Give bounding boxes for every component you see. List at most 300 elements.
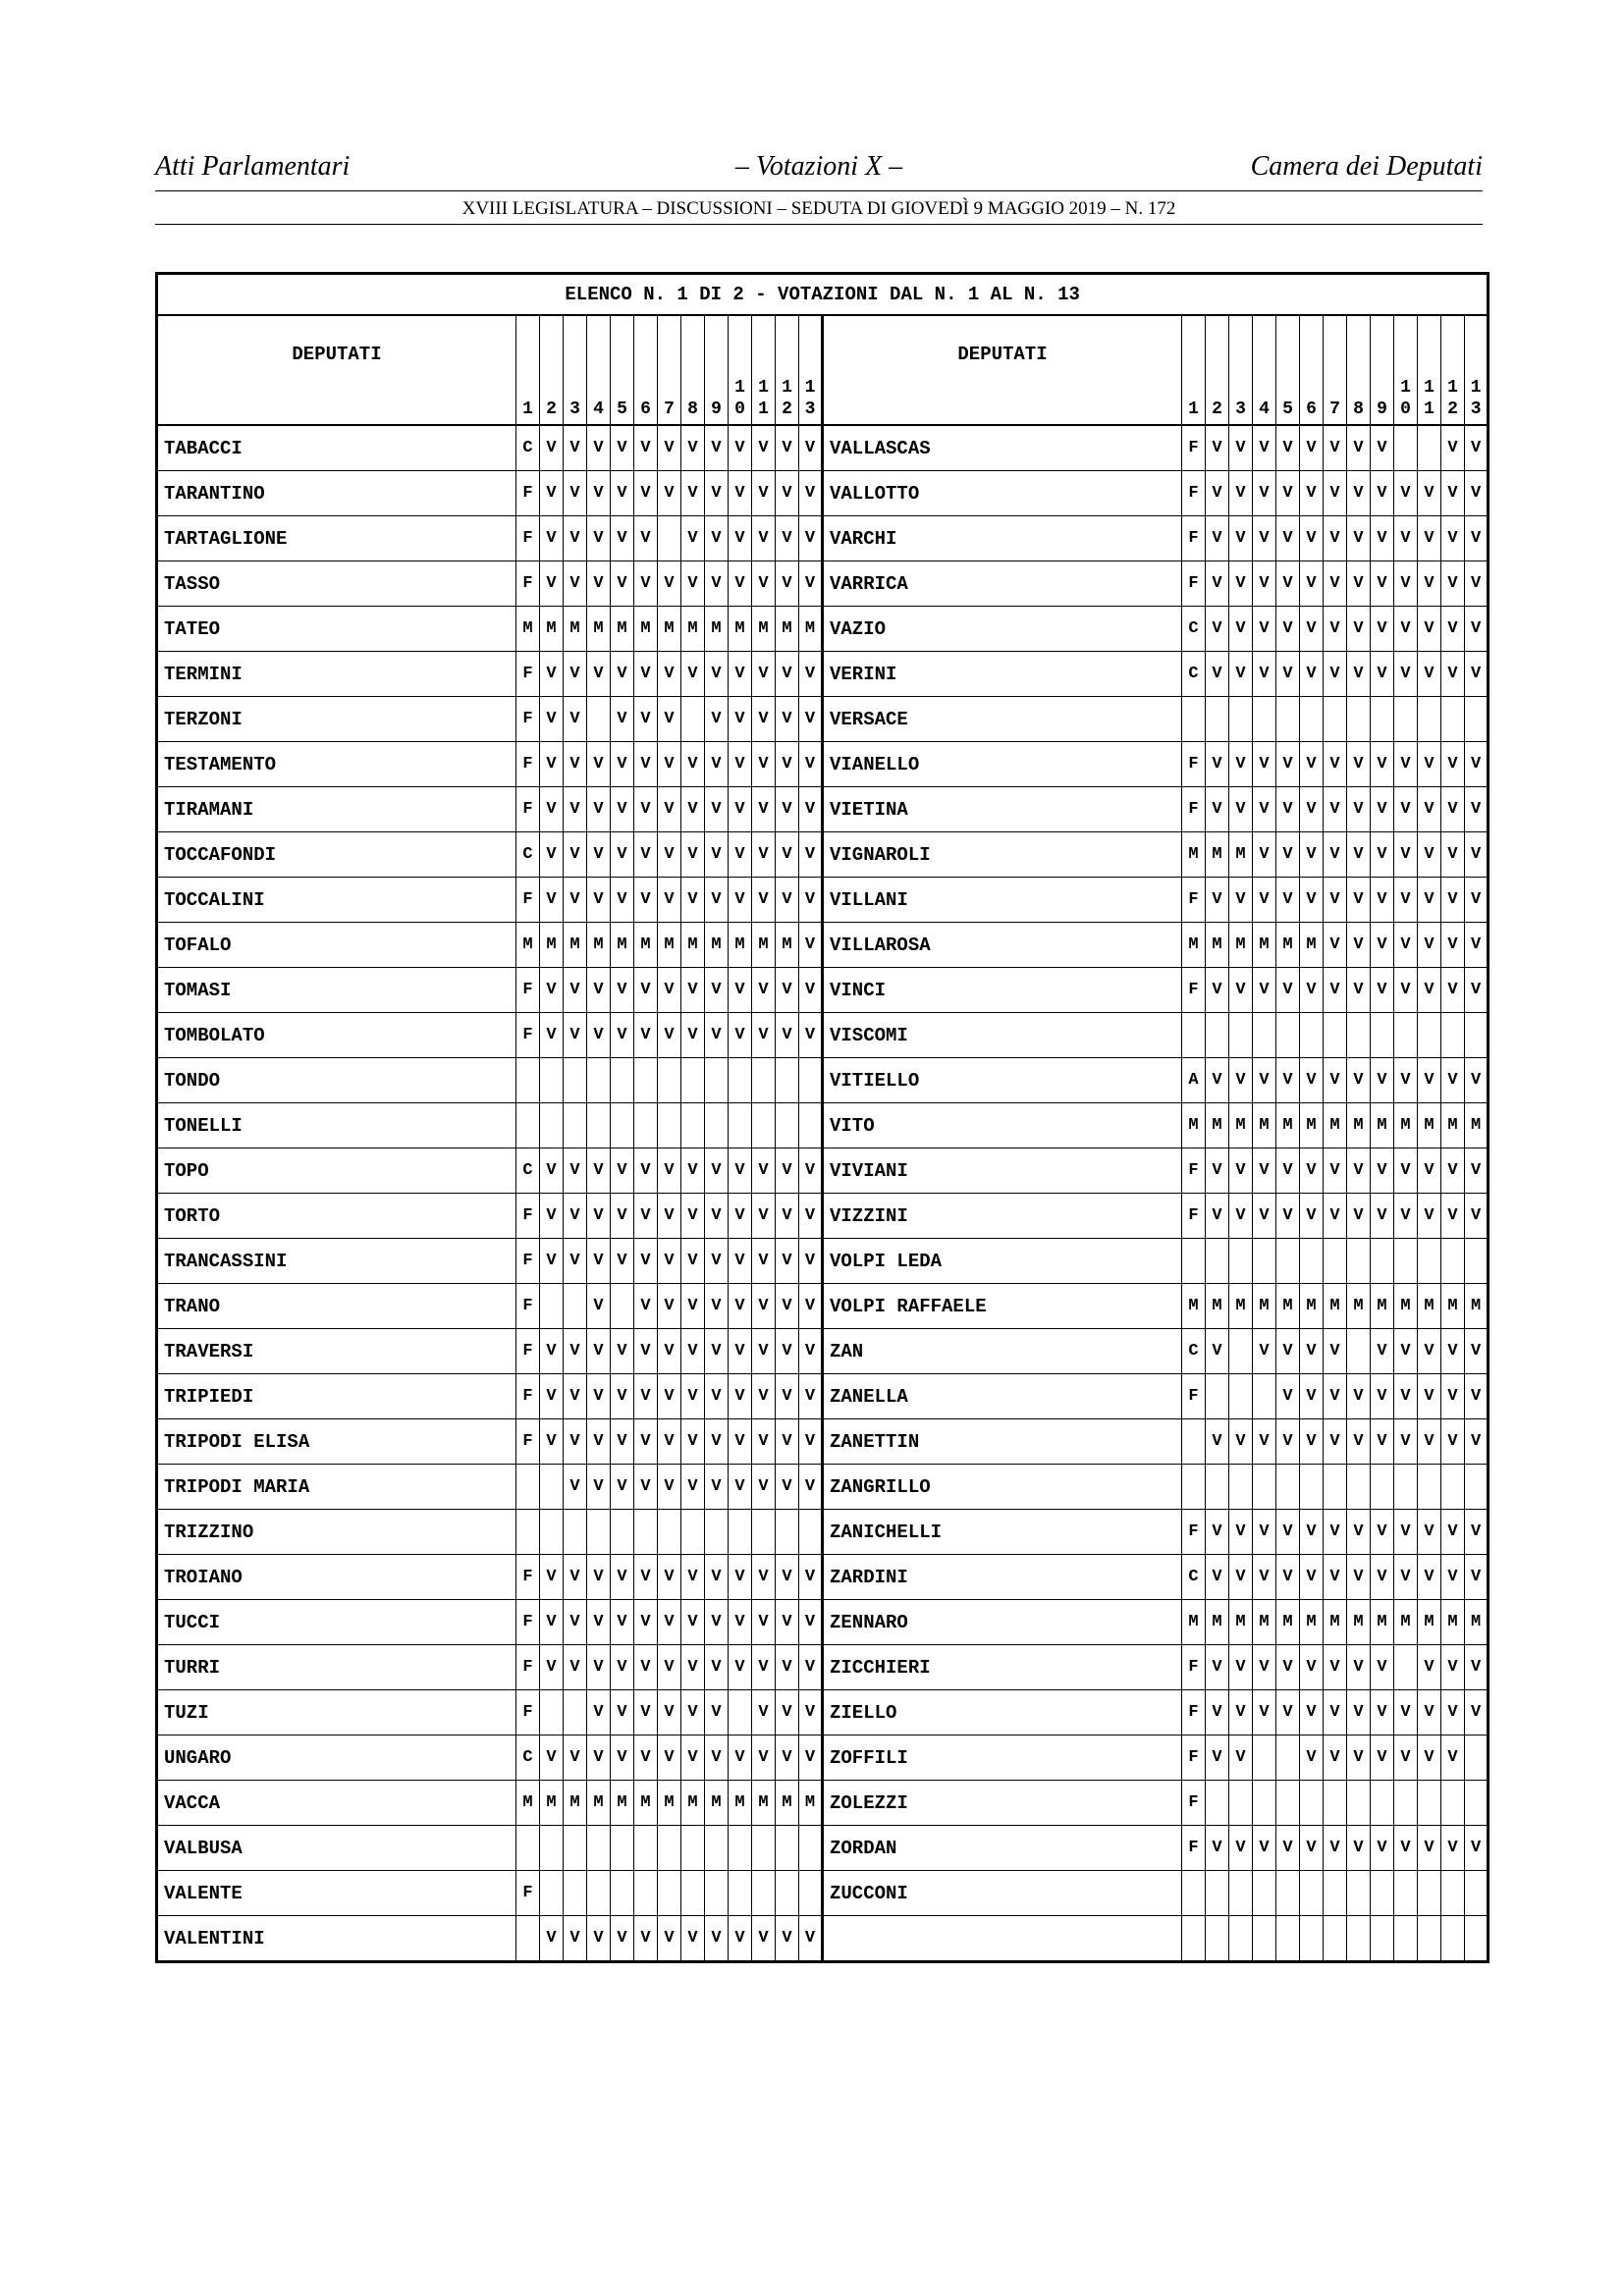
vote-cell: M bbox=[1324, 1103, 1347, 1148]
deputy-name: TERZONI bbox=[157, 697, 516, 742]
vote-cell: V bbox=[1229, 1510, 1253, 1555]
vote-cell: F bbox=[516, 1329, 540, 1374]
vote-cell: V bbox=[1253, 787, 1276, 832]
vote-cell: V bbox=[1418, 742, 1441, 787]
vote-cell: V bbox=[729, 968, 752, 1013]
vote-number-digit: 7 bbox=[664, 400, 675, 419]
vote-cell: V bbox=[705, 1916, 729, 1962]
vote-cell bbox=[1206, 1465, 1229, 1510]
table-row bbox=[157, 1465, 1489, 1510]
vote-cell: V bbox=[540, 1600, 564, 1645]
vote-cell bbox=[1465, 697, 1489, 742]
vote-cell: V bbox=[752, 1374, 776, 1419]
deputy-name: VACCA bbox=[157, 1781, 516, 1826]
vote-cell: F bbox=[516, 878, 540, 923]
vote-cell: V bbox=[705, 1148, 729, 1194]
vote-cell: V bbox=[1465, 1510, 1489, 1555]
vote-cell bbox=[1229, 1329, 1253, 1374]
vote-cell: V bbox=[1371, 878, 1394, 923]
table-row bbox=[157, 1419, 1489, 1465]
vote-number-header bbox=[1182, 315, 1206, 425]
vote-cell: V bbox=[1276, 652, 1300, 697]
vote-cell: V bbox=[681, 1239, 705, 1284]
vote-cell: M bbox=[1300, 1103, 1324, 1148]
vote-cell: V bbox=[705, 561, 729, 607]
vote-cell bbox=[1371, 1916, 1394, 1962]
deputy-name: TUCCI bbox=[157, 1600, 516, 1645]
vote-cell bbox=[1300, 1916, 1324, 1962]
vote-cell: V bbox=[1324, 1058, 1347, 1103]
vote-cell bbox=[1206, 1871, 1229, 1916]
vote-cell bbox=[729, 1690, 752, 1735]
vote-cell: V bbox=[1253, 878, 1276, 923]
vote-cell: V bbox=[729, 1465, 752, 1510]
header-rule-bottom bbox=[155, 224, 1483, 225]
vote-cell: V bbox=[1324, 425, 1347, 471]
vote-cell bbox=[729, 1103, 752, 1148]
vote-cell: M bbox=[634, 923, 658, 968]
vote-cell: V bbox=[799, 1013, 823, 1058]
vote-number-digit: 2 bbox=[782, 400, 792, 419]
vote-cell: M bbox=[729, 923, 752, 968]
table-row bbox=[157, 787, 1489, 832]
vote-cell: V bbox=[634, 425, 658, 471]
vote-cell: V bbox=[587, 968, 611, 1013]
vote-cell: V bbox=[658, 1329, 681, 1374]
vote-cell: M bbox=[634, 607, 658, 652]
vote-number-header bbox=[776, 315, 799, 425]
vote-cell: V bbox=[1347, 832, 1371, 878]
vote-number-header bbox=[1465, 315, 1489, 425]
vote-cell bbox=[634, 1871, 658, 1916]
table-row bbox=[157, 1284, 1489, 1329]
vote-cell: V bbox=[1276, 1510, 1300, 1555]
vote-cell: V bbox=[1253, 1058, 1276, 1103]
vote-number-digit: 1 bbox=[758, 400, 769, 419]
vote-number-header bbox=[587, 315, 611, 425]
vote-number-header bbox=[1347, 315, 1371, 425]
vote-cell: M bbox=[776, 607, 799, 652]
vote-cell: C bbox=[516, 1735, 540, 1781]
vote-cell bbox=[658, 1871, 681, 1916]
vote-number-digit bbox=[658, 377, 680, 399]
vote-cell: V bbox=[1418, 1194, 1441, 1239]
vote-cell bbox=[1206, 1916, 1229, 1962]
deputy-name bbox=[823, 1916, 1182, 1962]
vote-cell bbox=[1371, 1013, 1394, 1058]
vote-cell: M bbox=[1465, 1103, 1489, 1148]
deputy-name: VIANELLO bbox=[823, 742, 1182, 787]
deputy-name: VAZIO bbox=[823, 607, 1182, 652]
vote-cell: V bbox=[752, 1690, 776, 1735]
vote-number-digit bbox=[1371, 377, 1393, 399]
vote-cell bbox=[1276, 1465, 1300, 1510]
vote-cell bbox=[799, 1103, 823, 1148]
vote-cell: V bbox=[1324, 1555, 1347, 1600]
deputy-name: TORTO bbox=[157, 1194, 516, 1239]
vote-cell: V bbox=[658, 1916, 681, 1962]
vote-cell: V bbox=[752, 968, 776, 1013]
vote-cell: V bbox=[1300, 1058, 1324, 1103]
vote-cell: V bbox=[799, 787, 823, 832]
vote-cell: V bbox=[1206, 1329, 1229, 1374]
vote-cell: V bbox=[752, 1239, 776, 1284]
vote-cell: V bbox=[634, 1374, 658, 1419]
vote-cell: M bbox=[1324, 1284, 1347, 1329]
vote-cell: V bbox=[752, 1465, 776, 1510]
vote-cell: V bbox=[1418, 1735, 1441, 1781]
vote-cell: V bbox=[1324, 923, 1347, 968]
vote-cell: V bbox=[611, 1419, 634, 1465]
vote-number-header bbox=[1206, 315, 1229, 425]
vote-cell: V bbox=[611, 1013, 634, 1058]
vote-cell: F bbox=[1182, 1194, 1206, 1239]
deputy-name: TOFALO bbox=[157, 923, 516, 968]
vote-cell bbox=[799, 1510, 823, 1555]
vote-cell: F bbox=[516, 652, 540, 697]
vote-cell: V bbox=[799, 561, 823, 607]
deputy-name: TRIPODI MARIA bbox=[157, 1465, 516, 1510]
vote-cell: V bbox=[1276, 968, 1300, 1013]
vote-cell bbox=[1418, 1871, 1441, 1916]
vote-cell: V bbox=[611, 742, 634, 787]
vote-cell: V bbox=[540, 1419, 564, 1465]
vote-cell: V bbox=[799, 516, 823, 561]
vote-cell: V bbox=[681, 1148, 705, 1194]
vote-cell: M bbox=[516, 1781, 540, 1826]
vote-cell: V bbox=[1371, 1374, 1394, 1419]
table-row bbox=[157, 607, 1489, 652]
vote-cell: V bbox=[658, 697, 681, 742]
vote-cell: V bbox=[705, 1735, 729, 1781]
vote-cell: V bbox=[564, 742, 587, 787]
vote-cell: V bbox=[729, 1194, 752, 1239]
vote-cell: V bbox=[1371, 1058, 1394, 1103]
vote-cell: V bbox=[634, 697, 658, 742]
vote-cell: V bbox=[611, 425, 634, 471]
vote-cell: A bbox=[1182, 1058, 1206, 1103]
vote-cell: M bbox=[1253, 923, 1276, 968]
vote-cell: V bbox=[681, 742, 705, 787]
vote-cell: M bbox=[1253, 1600, 1276, 1645]
vote-cell bbox=[681, 1510, 705, 1555]
vote-cell: V bbox=[1465, 1645, 1489, 1690]
vote-cell: V bbox=[1276, 878, 1300, 923]
vote-cell: V bbox=[1276, 1419, 1300, 1465]
deputy-name: TUZI bbox=[157, 1690, 516, 1735]
vote-number-digit: 0 bbox=[1400, 400, 1411, 419]
vote-cell: V bbox=[587, 1374, 611, 1419]
vote-cell: V bbox=[587, 516, 611, 561]
vote-cell: V bbox=[611, 516, 634, 561]
vote-cell: V bbox=[1371, 787, 1394, 832]
vote-cell: M bbox=[540, 923, 564, 968]
vote-cell: V bbox=[564, 1735, 587, 1781]
vote-cell: M bbox=[799, 1781, 823, 1826]
vote-cell bbox=[1276, 1239, 1300, 1284]
vote-cell bbox=[1347, 1013, 1371, 1058]
vote-cell bbox=[611, 1871, 634, 1916]
vote-cell: V bbox=[1441, 1555, 1465, 1600]
vote-cell: V bbox=[540, 742, 564, 787]
vote-number-digit: 3 bbox=[1235, 400, 1246, 419]
vote-cell bbox=[752, 1826, 776, 1871]
vote-cell: V bbox=[799, 1600, 823, 1645]
vote-cell: V bbox=[611, 1645, 634, 1690]
vote-cell bbox=[1418, 697, 1441, 742]
vote-cell bbox=[540, 1103, 564, 1148]
vote-cell: V bbox=[799, 652, 823, 697]
vote-cell bbox=[658, 1510, 681, 1555]
vote-cell: V bbox=[799, 1194, 823, 1239]
vote-cell: V bbox=[1229, 1419, 1253, 1465]
vote-number-digit: 1 bbox=[1470, 378, 1482, 398]
vote-cell bbox=[1324, 1781, 1347, 1826]
vote-cell: V bbox=[658, 471, 681, 516]
vote-number-digit: 1 bbox=[1424, 400, 1435, 419]
vote-cell: V bbox=[705, 1239, 729, 1284]
vote-cell: V bbox=[540, 787, 564, 832]
vote-cell: V bbox=[776, 471, 799, 516]
vote-cell bbox=[540, 1510, 564, 1555]
vote-cell: M bbox=[564, 1781, 587, 1826]
vote-cell: V bbox=[611, 1148, 634, 1194]
vote-cell: M bbox=[1182, 832, 1206, 878]
vote-cell: V bbox=[776, 832, 799, 878]
vote-cell bbox=[1441, 1871, 1465, 1916]
vote-cell bbox=[1347, 1871, 1371, 1916]
vote-cell: V bbox=[1418, 516, 1441, 561]
vote-cell: M bbox=[1182, 1103, 1206, 1148]
vote-cell: M bbox=[1300, 1284, 1324, 1329]
vote-cell: V bbox=[705, 471, 729, 516]
deputy-name: TATEO bbox=[157, 607, 516, 652]
vote-cell: V bbox=[729, 1374, 752, 1419]
vote-cell bbox=[516, 1916, 540, 1962]
deputy-name: ZANELLA bbox=[823, 1374, 1182, 1419]
deputy-name: TOMBOLATO bbox=[157, 1013, 516, 1058]
vote-cell: M bbox=[1371, 1103, 1394, 1148]
vote-cell: F bbox=[516, 1419, 540, 1465]
vote-cell: V bbox=[1465, 652, 1489, 697]
vote-number-header bbox=[1394, 315, 1418, 425]
vote-cell: V bbox=[658, 1645, 681, 1690]
vote-cell bbox=[1441, 1916, 1465, 1962]
vote-cell: V bbox=[540, 878, 564, 923]
vote-cell: V bbox=[1465, 607, 1489, 652]
vote-cell: V bbox=[681, 1600, 705, 1645]
vote-cell: V bbox=[1206, 878, 1229, 923]
vote-cell bbox=[1300, 697, 1324, 742]
table-row bbox=[157, 561, 1489, 607]
vote-cell: V bbox=[1300, 832, 1324, 878]
vote-cell bbox=[1253, 1735, 1276, 1781]
vote-cell: V bbox=[1206, 742, 1229, 787]
deputy-name: ZUCCONI bbox=[823, 1871, 1182, 1916]
vote-cell: V bbox=[1300, 1735, 1324, 1781]
vote-cell: V bbox=[729, 1284, 752, 1329]
vote-number-digit bbox=[1206, 377, 1228, 399]
vote-cell: M bbox=[1182, 1284, 1206, 1329]
vote-cell: V bbox=[1300, 561, 1324, 607]
vote-cell: V bbox=[564, 1916, 587, 1962]
vote-cell: V bbox=[752, 697, 776, 742]
vote-number-digit: 7 bbox=[1329, 400, 1340, 419]
vote-cell: V bbox=[1441, 561, 1465, 607]
table-row bbox=[157, 1510, 1489, 1555]
vote-cell: V bbox=[681, 516, 705, 561]
vote-cell: V bbox=[611, 1600, 634, 1645]
vote-cell bbox=[681, 1103, 705, 1148]
vote-cell: V bbox=[1418, 1690, 1441, 1735]
vote-cell: V bbox=[681, 787, 705, 832]
vote-cell bbox=[1276, 1781, 1300, 1826]
vote-cell: M bbox=[1394, 1600, 1418, 1645]
vote-cell: M bbox=[1441, 1284, 1465, 1329]
vote-cell: V bbox=[729, 1555, 752, 1600]
vote-cell: M bbox=[705, 607, 729, 652]
vote-cell bbox=[587, 1826, 611, 1871]
vote-cell: V bbox=[1441, 968, 1465, 1013]
vote-cell: F bbox=[1182, 1510, 1206, 1555]
vote-number-header bbox=[799, 315, 823, 425]
vote-cell: F bbox=[516, 1600, 540, 1645]
deputy-name: TOCCALINI bbox=[157, 878, 516, 923]
vote-cell: V bbox=[658, 652, 681, 697]
vote-cell: V bbox=[729, 697, 752, 742]
vote-cell: V bbox=[587, 878, 611, 923]
vote-cell: V bbox=[1206, 652, 1229, 697]
vote-cell: V bbox=[1324, 832, 1347, 878]
vote-cell: V bbox=[752, 1916, 776, 1962]
vote-cell: V bbox=[564, 1329, 587, 1374]
vote-cell bbox=[1253, 697, 1276, 742]
vote-cell: V bbox=[1253, 742, 1276, 787]
vote-cell: V bbox=[658, 1465, 681, 1510]
vote-cell: V bbox=[611, 1194, 634, 1239]
vote-cell bbox=[564, 1826, 587, 1871]
vote-cell: F bbox=[1182, 1781, 1206, 1826]
vote-cell bbox=[1300, 1781, 1324, 1826]
vote-cell: M bbox=[705, 923, 729, 968]
vote-cell: V bbox=[1418, 832, 1441, 878]
vote-cell: V bbox=[705, 832, 729, 878]
vote-cell: M bbox=[752, 1781, 776, 1826]
vote-cell bbox=[1206, 1781, 1229, 1826]
vote-cell: V bbox=[1441, 652, 1465, 697]
vote-cell: V bbox=[681, 425, 705, 471]
header-center: – Votazioni X – bbox=[734, 151, 903, 182]
vote-cell: V bbox=[611, 968, 634, 1013]
vote-cell bbox=[1394, 1871, 1418, 1916]
vote-cell: V bbox=[1324, 516, 1347, 561]
vote-cell: V bbox=[1253, 1194, 1276, 1239]
vote-cell: V bbox=[587, 561, 611, 607]
table-row bbox=[157, 1871, 1489, 1916]
vote-cell: V bbox=[1324, 1510, 1347, 1555]
vote-cell: V bbox=[1300, 1329, 1324, 1374]
vote-cell: V bbox=[1347, 923, 1371, 968]
vote-cell bbox=[1182, 1013, 1206, 1058]
vote-cell bbox=[729, 1058, 752, 1103]
vote-cell bbox=[1229, 1465, 1253, 1510]
vote-cell: V bbox=[540, 1239, 564, 1284]
vote-cell bbox=[1182, 1871, 1206, 1916]
page-header bbox=[155, 151, 1483, 187]
vote-cell: V bbox=[776, 1916, 799, 1962]
deputy-name: VOLPI LEDA bbox=[823, 1239, 1182, 1284]
vote-cell: F bbox=[1182, 516, 1206, 561]
vote-cell: M bbox=[1300, 1600, 1324, 1645]
vote-cell: V bbox=[776, 1465, 799, 1510]
vote-cell: F bbox=[516, 1013, 540, 1058]
vote-cell: M bbox=[1206, 1103, 1229, 1148]
vote-cell: M bbox=[1347, 1600, 1371, 1645]
vote-cell: V bbox=[752, 471, 776, 516]
vote-cell: M bbox=[1253, 1284, 1276, 1329]
vote-cell: M bbox=[776, 1781, 799, 1826]
vote-cell: V bbox=[540, 1645, 564, 1690]
vote-cell: V bbox=[1465, 1148, 1489, 1194]
vote-cell: V bbox=[611, 652, 634, 697]
vote-cell: V bbox=[1276, 607, 1300, 652]
vote-cell: V bbox=[611, 1465, 634, 1510]
vote-number-digit: 1 bbox=[1447, 378, 1458, 398]
vote-cell: V bbox=[752, 787, 776, 832]
vote-cell: F bbox=[516, 516, 540, 561]
vote-cell: V bbox=[799, 878, 823, 923]
deputy-name: TIRAMANI bbox=[157, 787, 516, 832]
vote-cell: V bbox=[681, 561, 705, 607]
vote-cell: V bbox=[1206, 1735, 1229, 1781]
vote-cell: V bbox=[1441, 1194, 1465, 1239]
vote-cell: F bbox=[1182, 1735, 1206, 1781]
vote-cell: V bbox=[1229, 1735, 1253, 1781]
vote-cell bbox=[1182, 1419, 1206, 1465]
vote-number-digit: 3 bbox=[569, 400, 580, 419]
vote-cell: M bbox=[587, 923, 611, 968]
vote-cell: M bbox=[1418, 1600, 1441, 1645]
vote-cell: V bbox=[1371, 1419, 1394, 1465]
vote-cell: V bbox=[634, 1239, 658, 1284]
vote-cell bbox=[540, 1690, 564, 1735]
vote-cell: V bbox=[1253, 1555, 1276, 1600]
vote-cell: V bbox=[1229, 471, 1253, 516]
table-row bbox=[157, 425, 1489, 471]
vote-cell bbox=[776, 1871, 799, 1916]
vote-number-header bbox=[564, 315, 587, 425]
vote-cell bbox=[1253, 1013, 1276, 1058]
vote-cell: V bbox=[658, 968, 681, 1013]
vote-cell: V bbox=[658, 1735, 681, 1781]
vote-cell: V bbox=[799, 968, 823, 1013]
vote-cell: V bbox=[587, 1329, 611, 1374]
vote-cell: V bbox=[776, 1374, 799, 1419]
vote-cell bbox=[540, 1465, 564, 1510]
vote-cell: V bbox=[1347, 1735, 1371, 1781]
vote-cell: V bbox=[752, 1645, 776, 1690]
deputy-name: TRIPODI ELISA bbox=[157, 1419, 516, 1465]
vote-cell bbox=[1324, 1239, 1347, 1284]
vote-number-digit: 1 bbox=[804, 378, 816, 398]
vote-cell: V bbox=[799, 742, 823, 787]
vote-cell: V bbox=[540, 1916, 564, 1962]
vote-cell: F bbox=[1182, 742, 1206, 787]
vote-cell bbox=[729, 1510, 752, 1555]
vote-cell: V bbox=[1441, 471, 1465, 516]
vote-number-digit: 5 bbox=[617, 400, 627, 419]
vote-cell: V bbox=[1441, 1374, 1465, 1419]
